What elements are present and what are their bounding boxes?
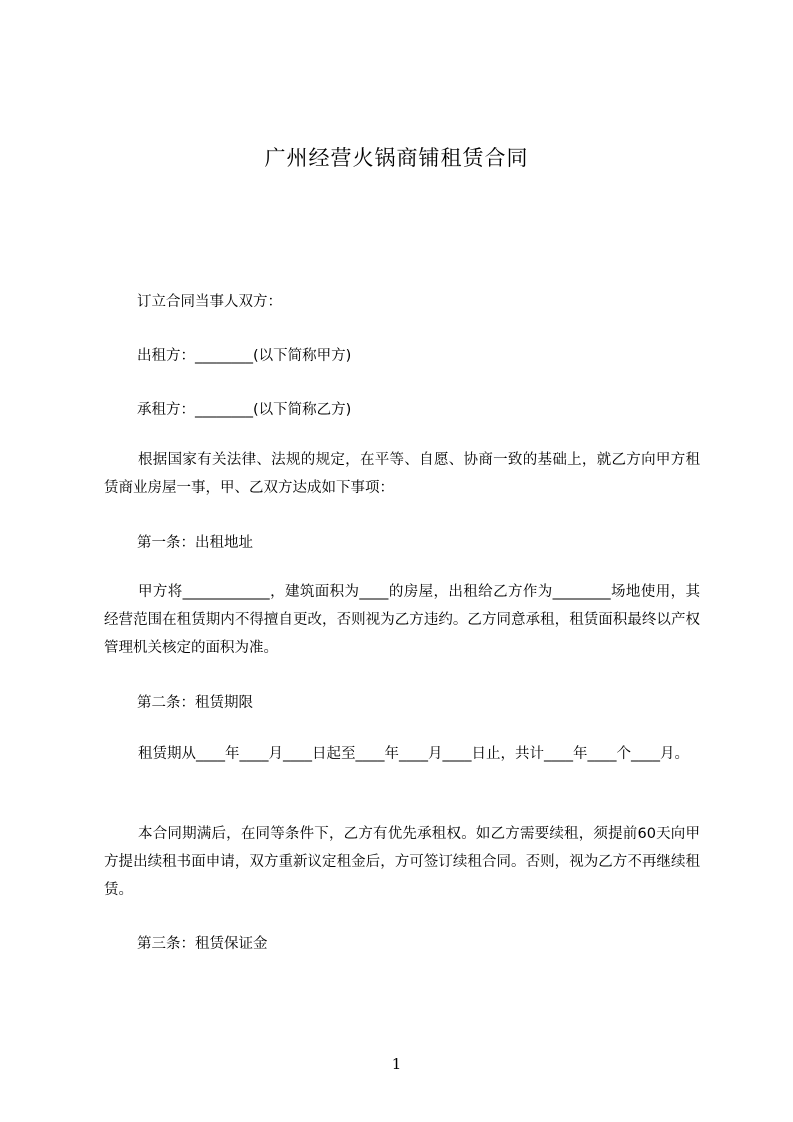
lessor-line: 出租方：________(以下简称甲方) — [137, 348, 352, 364]
page-number: 1 — [391, 1055, 402, 1073]
article2-term-paragraph: 租赁期从____年____月____日起至____年____月____日止，共计____年____个____月。 — [138, 746, 689, 762]
document-title: 广州经营火锅商铺租赁合同 — [264, 146, 529, 170]
article1-paragraph: 甲方将____________，建筑面积为____的房屋，出租给乙方作为________场地使用，其经营范围在租赁期内不得擅自更改，否则视为乙方违约。乙方同意承租，租赁面积最终以产权管理机关核定的面积为准。 — [104, 584, 700, 656]
preamble-paragraph: 根据国家有关法律、法规的规定，在平等、自愿、协商一致的基础上，就乙方向甲方租赁商业房屋一事，甲、乙双方达成如下事项： — [104, 452, 700, 496]
parties-intro: 订立合同当事人双方： — [137, 294, 282, 310]
article3-heading: 第三条：租赁保证金 — [137, 936, 268, 952]
article2-renewal-paragraph: 本合同期满后，在同等条件下，乙方有优先承租权。如乙方需要续租，须提前60天向甲方提出续租书面申请，双方重新议定租金后，方可签订续租合同。否则，视为乙方不再继续租赁。 — [104, 826, 700, 898]
article2-heading: 第二条：租赁期限 — [137, 695, 253, 711]
lessee-line: 承租方：________(以下简称乙方) — [137, 402, 352, 418]
article1-heading: 第一条：出租地址 — [137, 535, 253, 551]
